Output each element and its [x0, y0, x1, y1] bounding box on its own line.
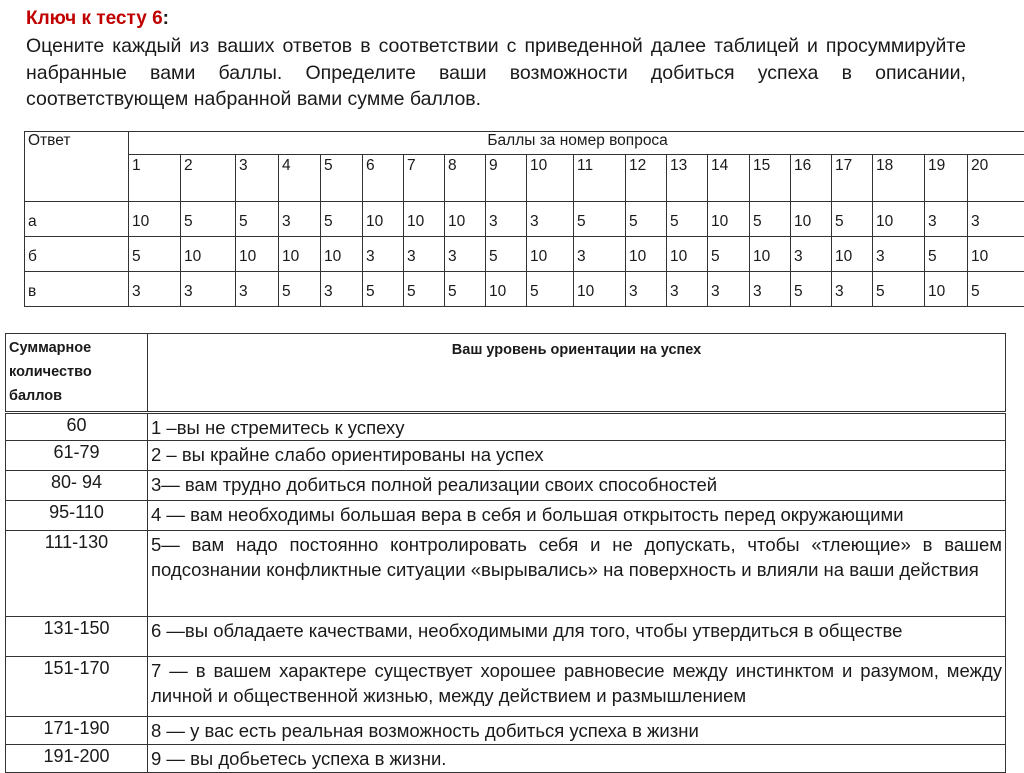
question-numbers-row — [25, 155, 1024, 202]
question-number-cell: 13 — [667, 155, 708, 202]
points-cell: 3 — [626, 272, 667, 307]
points-cell: 10 — [527, 237, 574, 272]
level-description-cell: 7 — в вашем характере существует хорошее равновесие между инстинктом и разумом, между личной и общественной жизнью, между действием и размышлением — [148, 657, 1006, 717]
points-cell: 3 — [667, 272, 708, 307]
points-cell: 5 — [574, 202, 626, 237]
question-number-cell: 2 — [181, 155, 236, 202]
question-number-cell: 19 — [925, 155, 968, 202]
question-number-cell: 20 — [968, 155, 1024, 202]
points-cell: 5 — [279, 272, 321, 307]
levels-header-row — [6, 334, 1006, 413]
points-cell: 5 — [181, 202, 236, 237]
points-cell: 3 — [445, 237, 486, 272]
title-text: Ключ к тесту 6 — [26, 8, 163, 29]
points-cell: 5 — [873, 272, 925, 307]
question-number-cell: 9 — [486, 155, 527, 202]
level-description-cell: 5— вам надо постоянно контролировать себя и не допускать, чтобы «тлеющие» в вашем подсознании конфликтные ситуации «вырывались» на поверхность и влияли на ваши действия — [148, 531, 1006, 617]
points-cell: 10 — [279, 237, 321, 272]
level-row — [6, 471, 1006, 501]
answer-letter-cell: в — [25, 272, 129, 307]
points-cell: 5 — [832, 202, 873, 237]
points-cell: 3 — [486, 202, 527, 237]
points-cell: 5 — [791, 272, 832, 307]
question-number-cell: 7 — [404, 155, 445, 202]
points-cell: 10 — [873, 202, 925, 237]
points-cell: 5 — [527, 272, 574, 307]
score-range-cell: 111-130 — [6, 531, 148, 617]
level-description-cell: 8 — у вас есть реальная возможность добиться успеха в жизни — [148, 717, 1006, 745]
points-cell: 5 — [925, 237, 968, 272]
points-cell: 3 — [363, 237, 404, 272]
question-number-cell: 5 — [321, 155, 363, 202]
score-range-cell: 61-79 — [6, 441, 148, 471]
question-number-cell: 14 — [708, 155, 750, 202]
scores-header-row — [25, 132, 1024, 155]
points-cell: 3 — [236, 272, 279, 307]
points-cell: 3 — [181, 272, 236, 307]
level-row — [6, 717, 1006, 745]
points-cell: 5 — [486, 237, 527, 272]
points-cell: 10 — [925, 272, 968, 307]
question-number-cell: 4 — [279, 155, 321, 202]
score-range-cell: 191-200 — [6, 745, 148, 773]
points-cell: 5 — [667, 202, 708, 237]
points-cell: 5 — [750, 202, 791, 237]
question-number-cell: 8 — [445, 155, 486, 202]
points-cell: 5 — [708, 237, 750, 272]
points-cell: 3 — [404, 237, 445, 272]
question-number-cell: 10 — [527, 155, 574, 202]
points-cell: 5 — [626, 202, 667, 237]
score-range-cell: 131-150 — [6, 617, 148, 657]
page-title — [26, 8, 169, 30]
points-cell: 10 — [708, 202, 750, 237]
question-number-cell: 1 — [129, 155, 181, 202]
points-cell: 5 — [445, 272, 486, 307]
points-cell: 3 — [708, 272, 750, 307]
scores-table — [24, 131, 1024, 307]
level-description-cell: 9 — вы добьетесь успеха в жизни. — [148, 745, 1006, 773]
points-cell: 10 — [129, 202, 181, 237]
level-row — [6, 617, 1006, 657]
points-cell: 3 — [279, 202, 321, 237]
points-cell: 10 — [791, 202, 832, 237]
question-number-cell: 12 — [626, 155, 667, 202]
question-number-cell: 15 — [750, 155, 791, 202]
instructions-paragraph: Оцените каждый из ваших ответов в соответствии с приведенной далее таблицей и просуммируйте набранные вами баллы. Определите ваши возможности добиться успеха в описании, соответствующем набранной вами сумме баллов. — [26, 33, 966, 113]
points-cell: 10 — [486, 272, 527, 307]
points-cell: 3 — [750, 272, 791, 307]
level-description-cell: 4 — вам необходимы большая вера в себя и большая открытость перед окружающими — [148, 501, 1006, 531]
points-cell: 10 — [404, 202, 445, 237]
points-cell: 5 — [363, 272, 404, 307]
points-cell: 10 — [181, 237, 236, 272]
points-cell: 10 — [832, 237, 873, 272]
points-cell: 3 — [968, 202, 1024, 237]
level-row — [6, 531, 1006, 617]
points-cell: 3 — [527, 202, 574, 237]
points-cell: 3 — [925, 202, 968, 237]
points-cell: 3 — [574, 237, 626, 272]
points-cell: 5 — [968, 272, 1024, 307]
score-range-cell: 171-190 — [6, 717, 148, 745]
question-number-cell: 6 — [363, 155, 404, 202]
level-row — [6, 745, 1006, 773]
answer-letter-cell: б — [25, 237, 129, 272]
points-cell: 5 — [236, 202, 279, 237]
level-column-header: Ваш уровень ориентации на успех — [148, 334, 1006, 413]
level-row — [6, 441, 1006, 471]
points-cell: 10 — [667, 237, 708, 272]
score-range-cell: 151-170 — [6, 657, 148, 717]
question-number-cell: 17 — [832, 155, 873, 202]
points-cell: 5 — [321, 202, 363, 237]
points-cell: 10 — [968, 237, 1024, 272]
level-row — [6, 501, 1006, 531]
answer-column-header: Ответ — [25, 132, 129, 202]
score-range-cell: 60 — [6, 413, 148, 441]
points-cell: 3 — [832, 272, 873, 307]
level-row — [6, 413, 1006, 441]
question-number-cell: 18 — [873, 155, 925, 202]
sum-column-header: Суммарное количество баллов — [6, 334, 148, 413]
answer-letter-cell: а — [25, 202, 129, 237]
points-cell: 10 — [750, 237, 791, 272]
level-description-cell: 1 –вы не стремитесь к успеху — [148, 413, 1006, 441]
points-cell: 3 — [321, 272, 363, 307]
question-number-cell: 16 — [791, 155, 832, 202]
points-cell: 10 — [321, 237, 363, 272]
answer-row — [25, 237, 1024, 272]
question-number-cell: 3 — [236, 155, 279, 202]
points-cell: 10 — [445, 202, 486, 237]
level-description-cell: 2 – вы крайне слабо ориентированы на успех — [148, 441, 1006, 471]
points-cell: 3 — [791, 237, 832, 272]
levels-table — [5, 333, 1006, 773]
level-row — [6, 657, 1006, 717]
question-number-cell: 11 — [574, 155, 626, 202]
points-cell: 10 — [574, 272, 626, 307]
level-description-cell: 6 —вы обладаете качествами, необходимыми для того, чтобы утвердиться в обществе — [148, 617, 1006, 657]
answer-row — [25, 202, 1024, 237]
question-points-header: Баллы за номер вопроса — [129, 132, 1024, 155]
points-cell: 5 — [129, 237, 181, 272]
points-cell: 3 — [873, 237, 925, 272]
title-colon: : — [163, 8, 169, 29]
points-cell: 10 — [236, 237, 279, 272]
score-range-cell: 80- 94 — [6, 471, 148, 501]
points-cell: 10 — [626, 237, 667, 272]
points-cell: 3 — [129, 272, 181, 307]
score-range-cell: 95-110 — [6, 501, 148, 531]
points-cell: 5 — [404, 272, 445, 307]
points-cell: 10 — [363, 202, 404, 237]
answer-row — [25, 272, 1024, 307]
level-description-cell: 3— вам трудно добиться полной реализации своих способностей — [148, 471, 1006, 501]
